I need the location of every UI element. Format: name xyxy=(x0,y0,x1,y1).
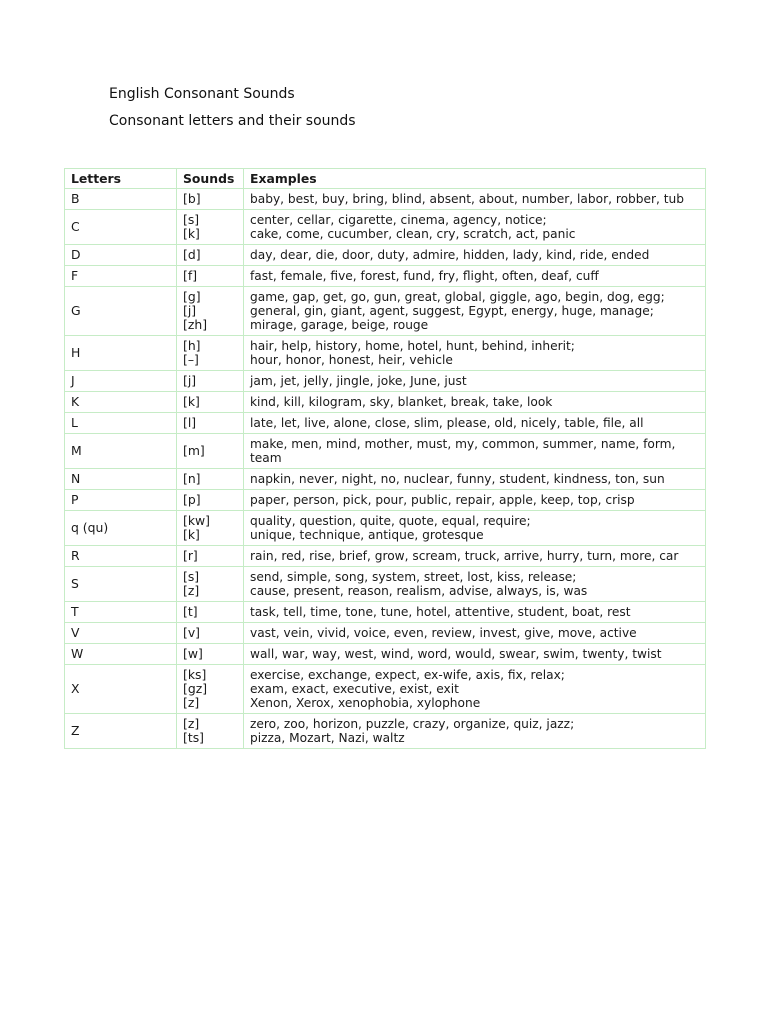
cell-letter: V xyxy=(65,623,177,644)
table-row xyxy=(65,434,706,469)
header-letters: Letters xyxy=(65,169,177,189)
cell-sound: [ks] [gz] [z] xyxy=(177,665,244,714)
table-row xyxy=(65,210,706,245)
page-subtitle: Consonant letters and their sounds xyxy=(109,113,356,129)
table-row xyxy=(65,287,706,336)
cell-letter: R xyxy=(65,546,177,567)
table-row xyxy=(65,714,706,749)
table-row xyxy=(65,336,706,371)
cell-ex: late, let, live, alone, close, slim, please, old, nicely, table, file, all xyxy=(244,413,706,434)
cell-letter: T xyxy=(65,602,177,623)
cell-ex: exercise, exchange, expect, ex-wife, axis, fix, relax; exam, exact, executive, exist, exit Xenon, Xerox, xenophobia, xylophone xyxy=(244,665,706,714)
cell-ex: make, men, mind, mother, must, my, common, summer, name, form, team xyxy=(244,434,706,469)
cell-ex: kind, kill, kilogram, sky, blanket, break, take, look xyxy=(244,392,706,413)
cell-ex: quality, question, quite, quote, equal, require; unique, technique, antique, grotesque xyxy=(244,511,706,546)
cell-sound: [s] [k] xyxy=(177,210,244,245)
cell-letter: F xyxy=(65,266,177,287)
cell-letter: G xyxy=(65,287,177,336)
table-row xyxy=(65,371,706,392)
page-title: English Consonant Sounds xyxy=(109,86,295,102)
cell-sound: [n] xyxy=(177,469,244,490)
cell-ex: zero, zoo, horizon, puzzle, crazy, organize, quiz, jazz; pizza, Mozart, Nazi, waltz xyxy=(244,714,706,749)
table-row xyxy=(65,546,706,567)
cell-letter: P xyxy=(65,490,177,511)
cell-sound: [j] xyxy=(177,371,244,392)
cell-sound: [b] xyxy=(177,189,244,210)
cell-letter: J xyxy=(65,371,177,392)
cell-ex: center, cellar, cigarette, cinema, agency, notice; cake, come, cucumber, clean, cry, scratch, act, panic xyxy=(244,210,706,245)
table-row xyxy=(65,266,706,287)
cell-sound: [r] xyxy=(177,546,244,567)
cell-sound: [s] [z] xyxy=(177,567,244,602)
cell-sound: [h] [–] xyxy=(177,336,244,371)
header-examples: Examples xyxy=(244,169,706,189)
cell-letter: X xyxy=(65,665,177,714)
cell-sound: [p] xyxy=(177,490,244,511)
table-header-row xyxy=(65,169,706,189)
table-row xyxy=(65,602,706,623)
cell-ex: task, tell, time, tone, tune, hotel, attentive, student, boat, rest xyxy=(244,602,706,623)
table-row xyxy=(65,511,706,546)
cell-sound: [z] [ts] xyxy=(177,714,244,749)
cell-letter: K xyxy=(65,392,177,413)
cell-letter: S xyxy=(65,567,177,602)
cell-sound: [t] xyxy=(177,602,244,623)
cell-letter: H xyxy=(65,336,177,371)
cell-sound: [d] xyxy=(177,245,244,266)
cell-letter: Z xyxy=(65,714,177,749)
cell-sound: [l] xyxy=(177,413,244,434)
table-row xyxy=(65,644,706,665)
cell-letter: L xyxy=(65,413,177,434)
cell-ex: jam, jet, jelly, jingle, joke, June, just xyxy=(244,371,706,392)
cell-ex: fast, female, five, forest, fund, fry, flight, often, deaf, cuff xyxy=(244,266,706,287)
cell-ex: send, simple, song, system, street, lost, kiss, release; cause, present, reason, realism, advise, always, is, was xyxy=(244,567,706,602)
cell-letter: M xyxy=(65,434,177,469)
cell-letter: C xyxy=(65,210,177,245)
cell-ex: rain, red, rise, brief, grow, scream, truck, arrive, hurry, turn, more, car xyxy=(244,546,706,567)
cell-ex: baby, best, buy, bring, blind, absent, about, number, labor, robber, tub xyxy=(244,189,706,210)
cell-letter: B xyxy=(65,189,177,210)
cell-letter: W xyxy=(65,644,177,665)
cell-sound: [v] xyxy=(177,623,244,644)
cell-sound: [w] xyxy=(177,644,244,665)
table-row xyxy=(65,245,706,266)
cell-letter: N xyxy=(65,469,177,490)
table-row xyxy=(65,490,706,511)
cell-sound: [k] xyxy=(177,392,244,413)
cell-sound: [f] xyxy=(177,266,244,287)
consonant-table xyxy=(64,168,706,749)
cell-ex: day, dear, die, door, duty, admire, hidden, lady, kind, ride, ended xyxy=(244,245,706,266)
table-row xyxy=(65,413,706,434)
cell-ex: vast, vein, vivid, voice, even, review, invest, give, move, active xyxy=(244,623,706,644)
cell-ex: game, gap, get, go, gun, great, global, giggle, ago, begin, dog, egg; general, gin, giant, agent, suggest, Egypt, energy, huge, manage; mirage, garage, beige, rouge xyxy=(244,287,706,336)
cell-ex: paper, person, pick, pour, public, repair, apple, keep, top, crisp xyxy=(244,490,706,511)
cell-sound: [g] [j] [zh] xyxy=(177,287,244,336)
cell-ex: hair, help, history, home, hotel, hunt, behind, inherit; hour, honor, honest, heir, vehicle xyxy=(244,336,706,371)
table-row xyxy=(65,665,706,714)
table-row xyxy=(65,392,706,413)
cell-sound: [m] xyxy=(177,434,244,469)
cell-letter: q (qu) xyxy=(65,511,177,546)
cell-ex: wall, war, way, west, wind, word, would, swear, swim, twenty, twist xyxy=(244,644,706,665)
cell-letter: D xyxy=(65,245,177,266)
table-row xyxy=(65,567,706,602)
cell-ex: napkin, never, night, no, nuclear, funny, student, kindness, ton, sun xyxy=(244,469,706,490)
header-sounds: Sounds xyxy=(177,169,244,189)
table-row xyxy=(65,189,706,210)
table-row xyxy=(65,469,706,490)
table-body xyxy=(65,189,706,749)
cell-sound: [kw] [k] xyxy=(177,511,244,546)
table-row xyxy=(65,623,706,644)
